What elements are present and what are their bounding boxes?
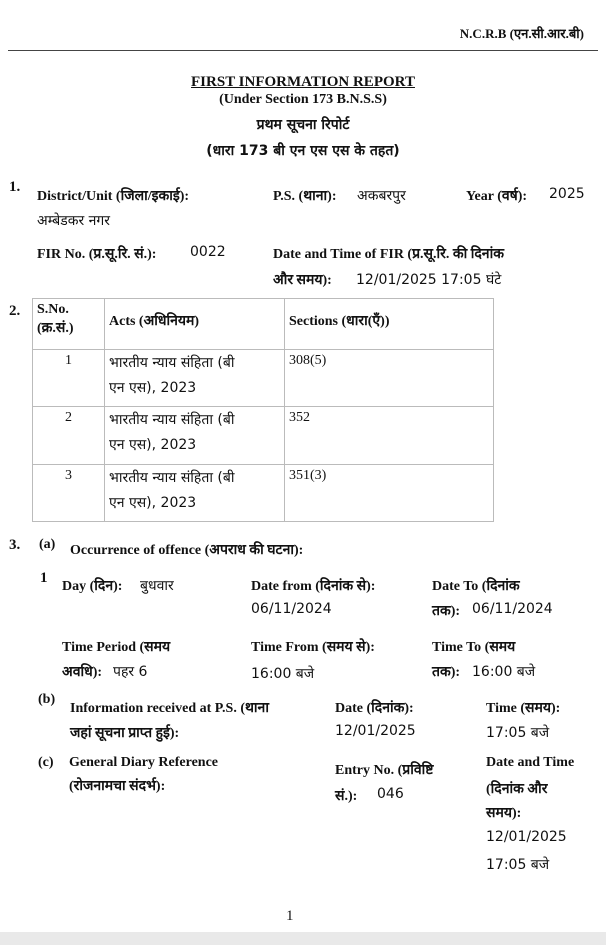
header-sections: Sections (धारा(एँ)) — [285, 299, 494, 350]
row-act — [105, 465, 285, 522]
row-sno: 1 — [33, 350, 105, 407]
ps-value: अकबरपुर — [357, 188, 406, 204]
row-section: 308(5) — [285, 350, 494, 407]
row-act-line2: एन एस), 2023 — [109, 380, 197, 396]
ncrb-label: N.C.R.B (एन.सी.आर.बी) — [459, 26, 584, 41]
day-label: Day (दिन): — [62, 579, 123, 594]
fir-datetime-label-line2: और समय): — [273, 273, 332, 288]
date-from-label: Date from (दिनांक से): — [251, 579, 376, 594]
date-from-value: 06/11/2024 — [251, 601, 332, 617]
row-section: 351(3) — [285, 465, 494, 522]
fir-value: 0022 — [190, 244, 226, 260]
header-acts: Acts (अधिनियम) — [105, 299, 285, 350]
row-sno: 3 — [33, 465, 105, 522]
c-datetime-label-line1: Date and Time — [486, 755, 575, 770]
header-sno-hi: (क्र.सं.) — [37, 321, 74, 336]
entry-no-label-line1: Entry No. (प्रविष्टि — [335, 763, 434, 778]
report-subtitle-hindi: (धारा 173 बी एन एस एस के तहत) — [206, 143, 400, 159]
date-to-value: 06/11/2024 — [472, 601, 553, 617]
occurrence-item-number: 1 — [40, 570, 48, 586]
info-received-label-line2: जहां सूचना प्राप्त हुई): — [70, 726, 180, 741]
year-value: 2025 — [549, 186, 585, 202]
ps-label: P.S. (थाना): — [273, 189, 337, 204]
row-act — [105, 350, 285, 407]
fir-datetime-value: 12/01/2025 17:05 घंटे — [356, 272, 502, 288]
c-date-value: 12/01/2025 — [486, 829, 567, 845]
entry-no-label-line2: सं.): — [335, 789, 358, 804]
page-bottom-edge — [0, 932, 606, 945]
header-divider — [8, 50, 598, 51]
district-value: अम्बेडकर नगर — [37, 213, 111, 229]
row-act-line1: भारतीय न्याय संहिता (बी — [109, 355, 235, 371]
row-act-line1: भारतीय न्याय संहिता (बी — [109, 412, 235, 428]
header-sno-en: S.No. — [37, 302, 69, 317]
c-time-value: 17:05 बजे — [486, 857, 550, 873]
general-diary-label-line1: General Diary Reference — [69, 755, 219, 770]
occurrence-label: Occurrence of offence (अपराध की घटना): — [70, 543, 304, 558]
entry-no-value: 046 — [377, 786, 404, 802]
info-received-label-line1: Information received at P.S. (थाना — [70, 701, 269, 716]
report-subtitle: (Under Section 173 B.N.S.S) — [219, 92, 387, 107]
table-row — [33, 465, 494, 522]
report-title: FIRST INFORMATION REPORT — [191, 74, 415, 90]
row-sno: 2 — [33, 407, 105, 465]
date-to-label-line2: तक): — [432, 604, 461, 619]
time-from-value: 16:00 बजे — [251, 666, 315, 682]
b-date-value: 12/01/2025 — [335, 723, 416, 739]
time-period-value: पहर 6 — [113, 664, 148, 680]
district-label: District/Unit (जिला/इकाई): — [37, 189, 190, 204]
time-to-value: 16:00 बजे — [472, 664, 536, 680]
header-sno — [33, 299, 105, 350]
year-label: Year (वर्ष): — [466, 189, 528, 204]
date-to-label-line1: Date To (दिनांक — [432, 579, 520, 594]
general-diary-label-line2: (रोजनामचा संदर्भ): — [69, 779, 166, 794]
c-datetime-label-line2: (दिनांक और — [486, 782, 548, 797]
table-row — [33, 350, 494, 407]
acts-table-header — [33, 299, 494, 350]
b-date-label: Date (दिनांक): — [335, 701, 414, 716]
day-value: बुधवार — [140, 578, 174, 594]
row-act-line2: एन एस), 2023 — [109, 437, 197, 453]
acts-table — [32, 298, 494, 522]
b-time-label: Time (समय): — [486, 701, 561, 716]
b-time-value: 17:05 बजे — [486, 725, 550, 741]
time-period-label-line2: अवधि): — [62, 665, 103, 680]
page-number: 1 — [286, 908, 294, 924]
section-1-number: 1. — [9, 179, 21, 195]
time-from-label: Time From (समय से): — [251, 640, 375, 655]
time-to-label-line2: तक): — [432, 665, 461, 680]
fir-datetime-label-line1: Date and Time of FIR (प्र.सू.रि. की दिनांक — [273, 247, 504, 262]
section-2-number: 2. — [9, 303, 21, 319]
table-row — [33, 407, 494, 465]
subsection-c-label: (c) — [38, 755, 54, 770]
subsection-a-label: (a) — [39, 537, 56, 552]
row-act-line1: भारतीय न्याय संहिता (बी — [109, 470, 235, 486]
c-datetime-label-line3: समय): — [486, 806, 522, 821]
row-act — [105, 407, 285, 465]
row-section: 352 — [285, 407, 494, 465]
time-to-label-line1: Time To (समय — [432, 640, 516, 655]
time-period-label-line1: Time Period (समय — [62, 640, 171, 655]
fir-label: FIR No. (प्र.सू.रि. सं.): — [37, 247, 157, 262]
row-act-line2: एन एस), 2023 — [109, 495, 197, 511]
subsection-b-label: (b) — [38, 692, 56, 707]
section-3-number: 3. — [9, 537, 21, 553]
report-title-hindi: प्रथम सूचना रिपोर्ट — [256, 117, 350, 133]
